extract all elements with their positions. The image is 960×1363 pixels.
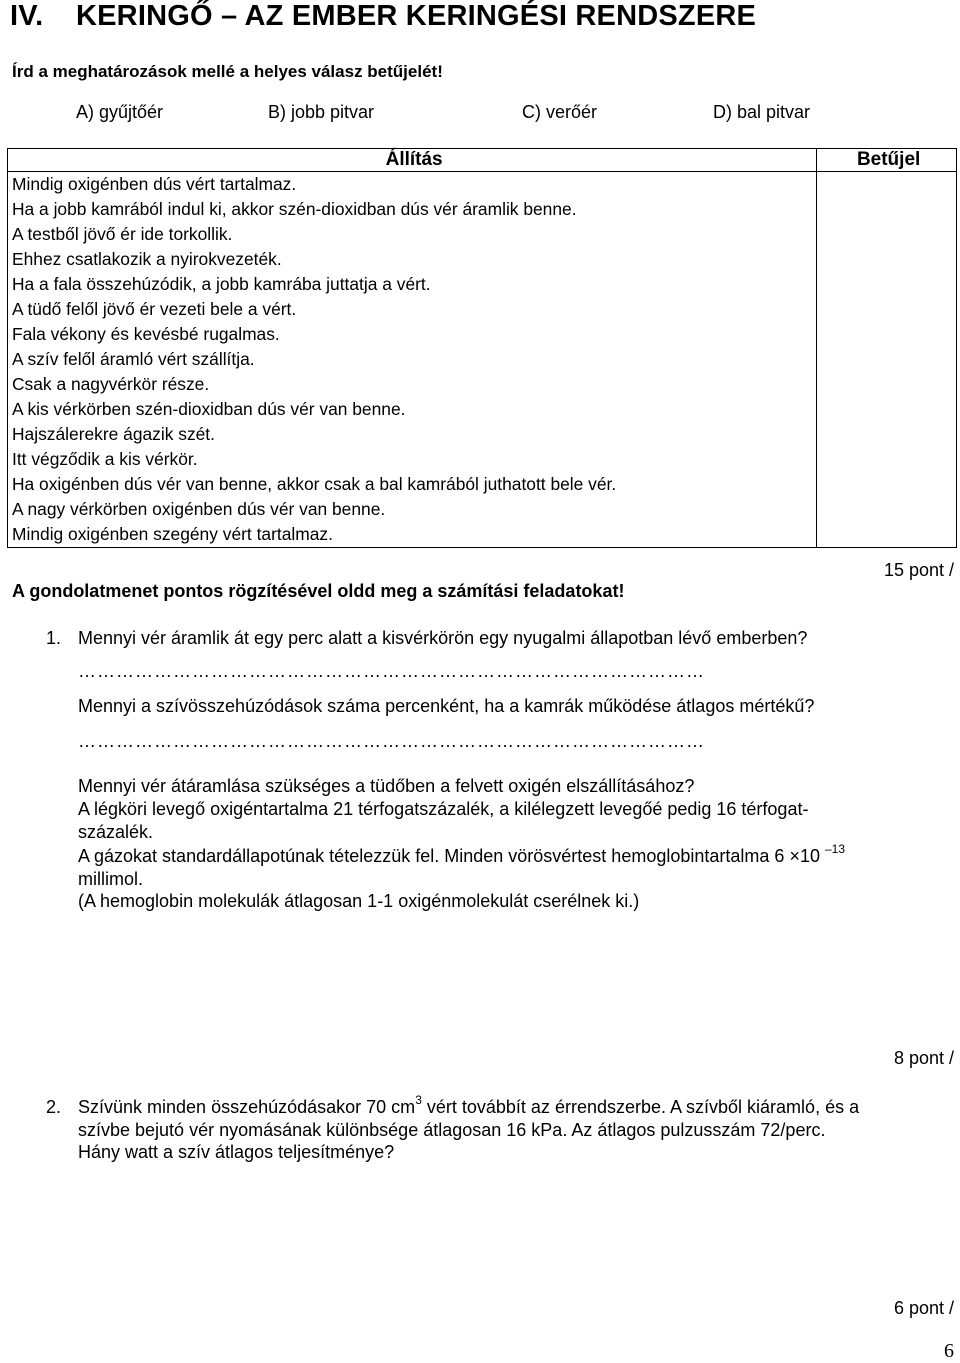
statement-cell: Ehhez csatlakozik a nyirokvezeték.: [8, 247, 817, 272]
option-a: A) gyűjtőér: [76, 102, 164, 122]
statement-cell: Itt végződik a kis vérkör.: [8, 447, 817, 472]
statement-cell: A tüdő felől jövő ér vezeti bele a vért.: [8, 297, 817, 322]
table-row: [8, 372, 957, 397]
table-row: [8, 347, 957, 372]
task-instruction: Írd a meghatározások mellé a helyes válasz betűjelét!: [12, 62, 443, 81]
question-1-part-3-line-5: millimol.: [78, 869, 143, 889]
calculation-instruction: A gondolatmenet pontos rögzítésével oldd meg a számítási feladatokat!: [12, 581, 625, 601]
answer-dots-1: ………………………………………………………………………………………: [78, 661, 705, 681]
statement-cell: A nagy vérkörben oxigénben dús vér van benne.: [8, 497, 817, 522]
statement-cell: Ha a fala összehúzódik, a jobb kamrába juttatja a vért.: [8, 272, 817, 297]
letter-answer-cell[interactable]: [817, 247, 957, 272]
header-statement: Állítás: [8, 149, 817, 172]
points-box-3: 6 pont /: [893, 1298, 954, 1318]
letter-answer-cell[interactable]: [817, 172, 957, 198]
letter-answer-cell[interactable]: [817, 297, 957, 322]
table-header-row: [8, 149, 957, 172]
table-row: [8, 247, 957, 272]
letter-answer-cell[interactable]: [817, 322, 957, 347]
table-row: [8, 322, 957, 347]
q2-line-1-text-2: vért továbbít az érrendszerbe. A szívből kiáramló, és a: [421, 1097, 860, 1117]
question-2-line-1: [78, 1093, 860, 1119]
statement-cell: A kis vérkörben szén-dioxidban dús vér van benne.: [8, 397, 817, 422]
statement-cell: A szív felől áramló vért szállítja.: [8, 347, 817, 372]
letter-answer-cell[interactable]: [817, 447, 957, 472]
page-number: 6: [944, 1340, 954, 1362]
points-box-2: 8 pont /: [893, 1048, 954, 1068]
table-row: [8, 297, 957, 322]
question-2-number: 2.: [46, 1097, 62, 1117]
question-1-part-3-line-2: A légköri levegő oxigéntartalma 21 térfogatszázalék, a kilélegzett levegőé pedig 16 térfogat-: [78, 799, 809, 819]
question-1-part-3-line-3: százalék.: [78, 822, 154, 842]
letter-answer-cell[interactable]: [817, 472, 957, 497]
option-c: C) verőér: [522, 102, 598, 122]
question-1-part-3: Mennyi vér átáramlása szükséges a tüdőben a felvett oxigén elszállításához?: [78, 776, 695, 796]
table-row: [8, 447, 957, 472]
question-1-part-2: Mennyi a szívösszehúzódások száma percenként, ha a kamrák működése átlagos mértékű?: [78, 696, 815, 716]
table-row: [8, 422, 957, 447]
statement-cell: A testből jövő ér ide torkollik.: [8, 222, 817, 247]
statement-cell: Mindig oxigénben szegény vért tartalmaz.: [8, 522, 817, 548]
table-row: [8, 272, 957, 297]
letter-answer-cell[interactable]: [817, 272, 957, 297]
section-title-text: KERINGŐ – AZ EMBER KERINGÉSI RENDSZERE: [76, 0, 757, 32]
option-d: D) bal pitvar: [713, 102, 811, 122]
answer-dots-2: ………………………………………………………………………………………: [78, 731, 705, 751]
line-4-text: A gázokat standardállapotúnak tételezzük fel. Minden vörösvértest hemoglobintartalma 6: [78, 846, 785, 866]
section-number: IV.: [10, 0, 44, 32]
statement-cell: Csak a nagyvérkör része.: [8, 372, 817, 397]
statement-cell: Fala vékony és kevésbé rugalmas.: [8, 322, 817, 347]
question-2-line-3: Hány watt a szív átlagos teljesítménye?: [78, 1142, 395, 1162]
statement-cell: Ha oxigénben dús vér van benne, akkor csak a bal kamrából juthatott bele vér.: [8, 472, 817, 497]
points-box-1: 15 pont /: [883, 560, 954, 580]
table-row: [8, 522, 957, 548]
table-row: [8, 497, 957, 522]
section-title: [10, 0, 756, 33]
q2-line-1-exponent: 3: [415, 1093, 422, 1107]
statement-table: [7, 148, 957, 548]
question-1-part-3-line-6: (A hemoglobin molekulák átlagosan 1-1 oxigénmolekulát cserélnek ki.): [78, 891, 640, 911]
table-row: [8, 197, 957, 222]
letter-answer-cell[interactable]: [817, 347, 957, 372]
question-2-line-2: szívbe bejutó vér nyomásának különbsége átlagosan 16 kPa. Az átlagos pulzusszám 72/perc.: [78, 1120, 826, 1140]
question-1-part-1: Mennyi vér áramlik át egy perc alatt a kisvérkörön egy nyugalmi állapotban lévő emberben?: [78, 628, 808, 648]
table-row: [8, 472, 957, 497]
table-row: [8, 172, 957, 198]
letter-answer-cell[interactable]: [817, 522, 957, 548]
option-b: B) jobb pitvar: [268, 102, 375, 122]
table-row: [8, 222, 957, 247]
letter-answer-cell[interactable]: [817, 372, 957, 397]
header-letter: Betűjel: [817, 149, 957, 172]
letter-answer-cell[interactable]: [817, 197, 957, 222]
letter-answer-cell[interactable]: [817, 422, 957, 447]
line-4-multiplier: ×10: [789, 846, 820, 866]
line-4-exponent: –13: [825, 842, 846, 856]
table-row: [8, 397, 957, 422]
q2-line-1-text: Szívünk minden összehúzódásakor 70 cm: [78, 1097, 416, 1117]
letter-answer-cell[interactable]: [817, 222, 957, 247]
question-1-number: 1.: [46, 628, 62, 648]
question-1-part-3-line-4: [78, 842, 846, 868]
statement-cell: Hajszálerekre ágazik szét.: [8, 422, 817, 447]
statement-cell: Mindig oxigénben dús vért tartalmaz.: [8, 172, 817, 198]
statement-cell: Ha a jobb kamrából indul ki, akkor szén-dioxidban dús vér áramlik benne.: [8, 197, 817, 222]
letter-answer-cell[interactable]: [817, 397, 957, 422]
letter-answer-cell[interactable]: [817, 497, 957, 522]
